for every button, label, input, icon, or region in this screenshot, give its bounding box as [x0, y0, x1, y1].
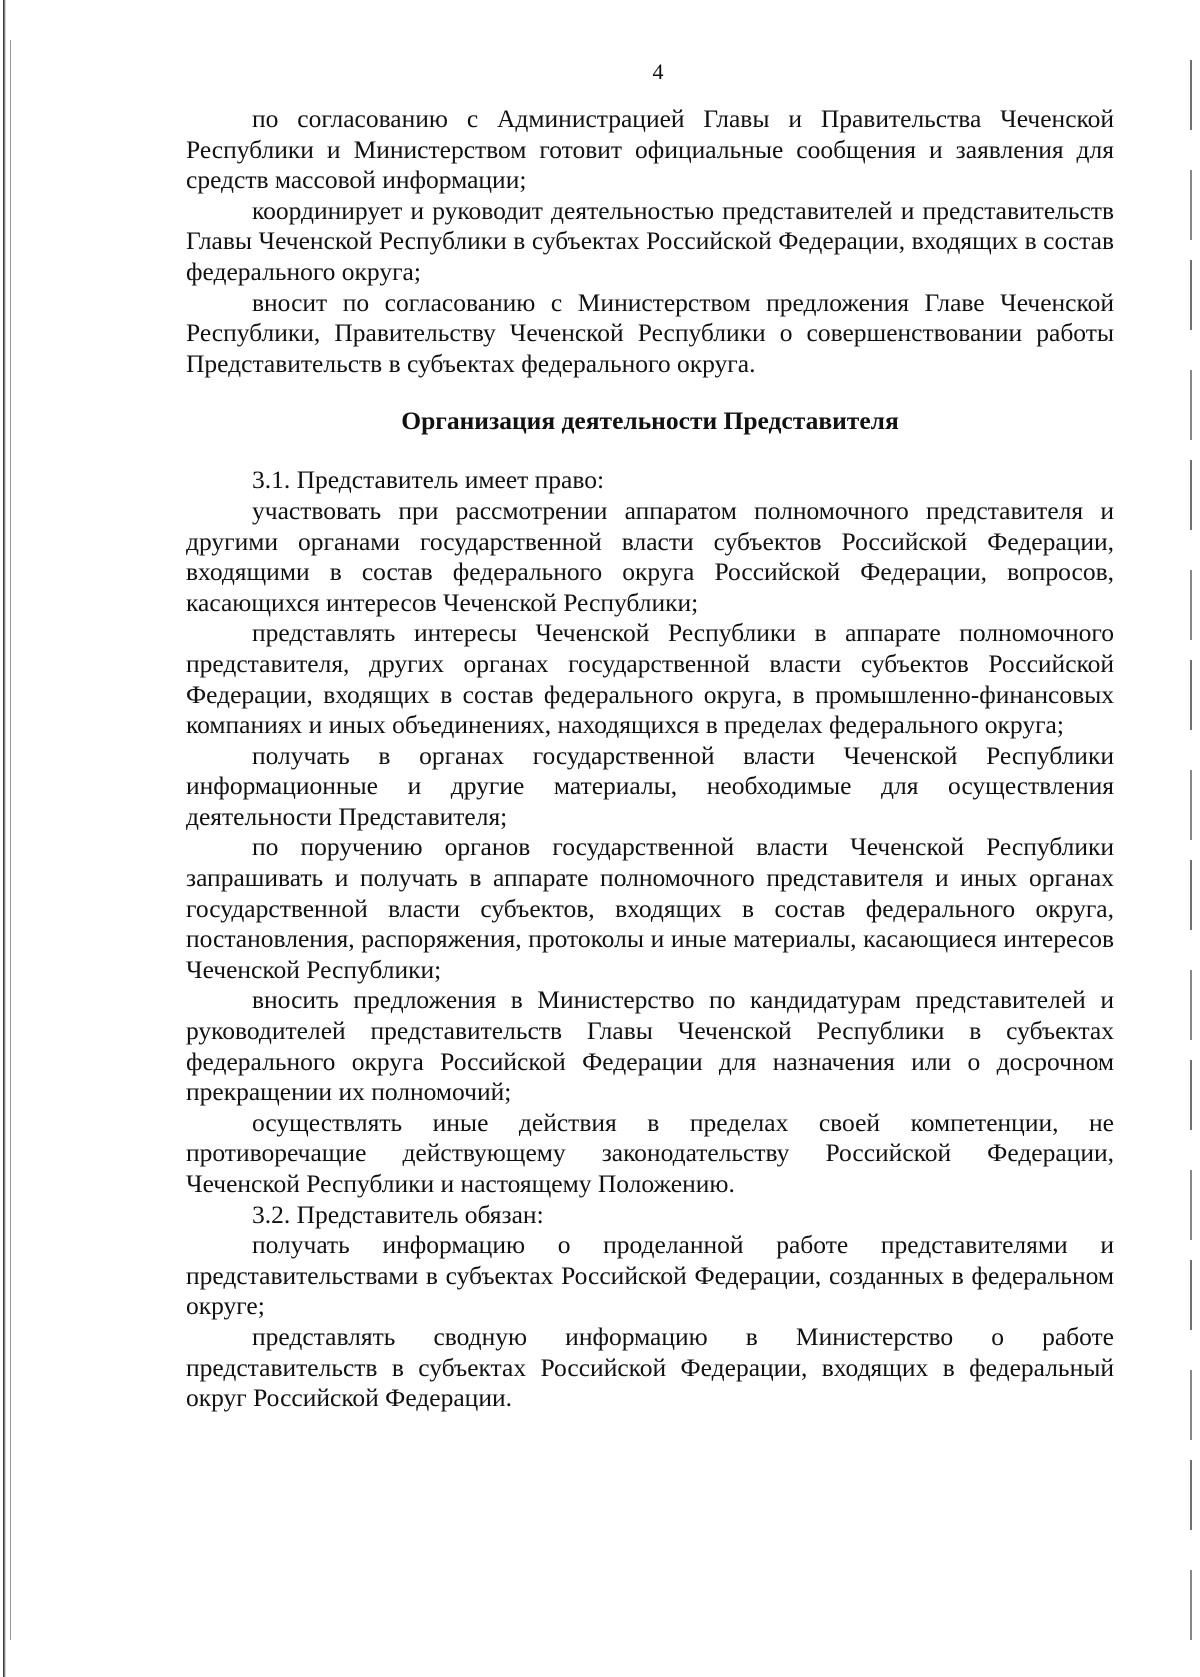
section-heading: Организация деятельности Представителя	[401, 406, 899, 436]
paragraph: осуществлять иные действия в пределах своей компетенции, не противоречащие действующему законодательству Российской Федерации, Чеченской Республики и настоящему Положению.	[186, 1107, 1114, 1198]
page-number: 4	[652, 59, 664, 84]
paragraph: участвовать при рассмотрении аппаратом полномочного представителя и другими органами государственной власти субъектов Российской Федерации, входящими в состав федерального округа Российской Федерации, вопросов, касающихся интересов Чеченской Республики;	[186, 495, 1114, 617]
document-page	[186, 58, 1114, 1414]
paragraph: вносить предложения в Министерство по кандидатурам представителей и руководителей представительств Главы Чеченской Республики в субъектах федерального округа Российской Федерации для назначения или о досрочном прекращении их полномочий;	[186, 985, 1114, 1107]
paragraph: представлять сводную информацию в Министерство о работе представительств в субъектах Российской Федерации, входящих в федеральный округ Российской Федерации.	[186, 1321, 1114, 1413]
paragraph: по согласованию с Администрацией Главы и Правительства Чеченской Республики и Министерством готовит официальные сообщения и заявления для средств массовой информации;	[186, 104, 1114, 195]
scan-edge-line	[10, 40, 11, 1640]
paragraph: получать в органах государственной власти Чеченской Республики информационные и другие материалы, необходимые для осуществления деятельности Представителя;	[186, 740, 1114, 831]
paragraph: координирует и руководит деятельностью представителей и представительств Главы Чеченской Республики в субъектах Российской Федерации, входящих в состав федерального округа;	[186, 195, 1114, 286]
paragraph: представлять интересы Чеченской Республики в аппарате полномочного представителя, других органах государственной власти субъектов Российской Федерации, входящих в состав федерального округа, в промышленно-финансовых компаниях и иных объединениях, находящихся в пределах федерального округа;	[186, 618, 1114, 740]
scan-edge-left	[3, 0, 6, 1677]
scan-edge-right	[1190, 60, 1192, 1660]
paragraph: получать информацию о проделанной работе представителями и представительствами в субъектах Российской Федерации, созданных в федеральном округе;	[186, 1230, 1114, 1321]
paragraph: по поручению органов государственной власти Чеченской Республики запрашивать и получать в аппарате полномочного представителя и иных органах государственной власти субъектов, входящих в состав федерального округа, постановления, распоряжения, протоколы и иные материалы, касающиеся интересов Чеченской Республики;	[186, 832, 1114, 984]
paragraph: вносит по согласованию с Министерством предложения Главе Чеченской Республики, Правительству Чеченской Республики о совершенствовании работы Представительств в субъектах федерального округа.	[186, 287, 1114, 378]
clause-heading: 3.2. Представитель обязан:	[252, 1199, 544, 1229]
clause-heading: 3.1. Представитель имеет право:	[252, 465, 605, 495]
